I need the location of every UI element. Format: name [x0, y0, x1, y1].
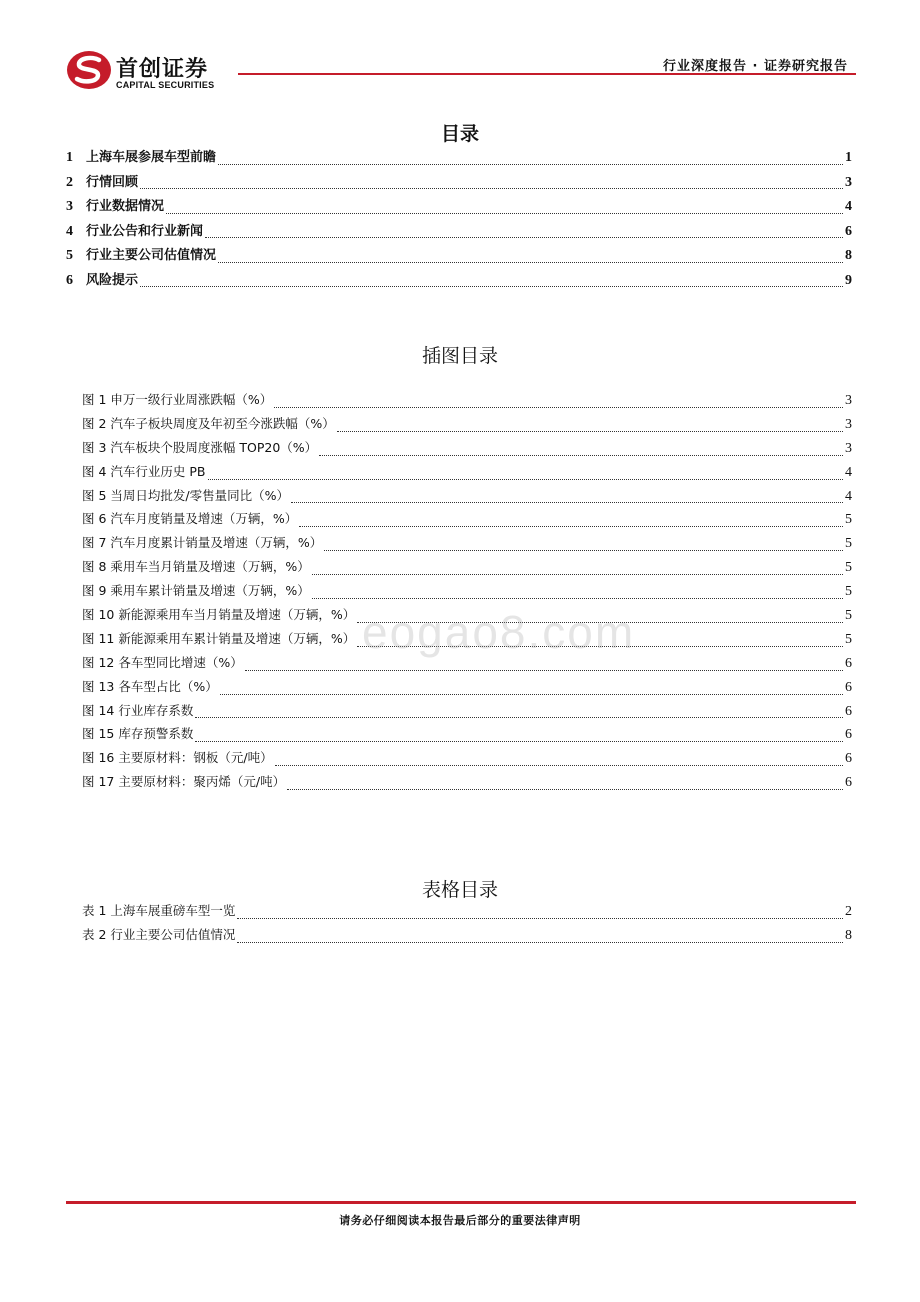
- figure-entry-page: 3: [845, 416, 852, 432]
- figure-entry-page: 6: [845, 775, 852, 791]
- brand-name-cn: 首创证券: [116, 57, 209, 82]
- figure-entry-page: 6: [845, 727, 852, 743]
- figure-entry-label: 库存预警系数: [118, 726, 194, 742]
- toc-entry-number: 2: [66, 174, 73, 190]
- toc-entry-label: 行业公告和行业新闻: [86, 223, 204, 239]
- figure-entry-label: 汽车月度累计销量及增速（万辆，%）: [110, 535, 323, 551]
- figure-entry-page: 6: [845, 655, 852, 671]
- figure-entry[interactable]: [66, 438, 852, 462]
- report-type-label: 行业深度报告 · 证券研究报告: [663, 59, 848, 74]
- toc-entry-page: 4: [845, 199, 852, 214]
- figure-entry-prefix: 图 11: [82, 630, 119, 646]
- figure-entry-prefix: 图 6: [82, 511, 111, 527]
- figure-entry-label: 汽车板块个股周度涨幅 TOP20（%）: [110, 439, 318, 455]
- figure-entry-label: 主要原材料：钢板（元/吨）: [118, 750, 273, 766]
- dot-leader: [312, 573, 843, 575]
- toc-entry[interactable]: [66, 244, 852, 269]
- toc-list: [66, 146, 852, 293]
- toc-entry[interactable]: [66, 171, 852, 196]
- dot-leader: [291, 501, 843, 503]
- table-entry[interactable]: [66, 925, 852, 949]
- dot-leader: [218, 261, 843, 263]
- toc-entry-label: 行业主要公司估值情况: [86, 248, 217, 263]
- toc-entry[interactable]: [66, 195, 852, 220]
- toc-entry-label: 行情回顾: [86, 174, 139, 190]
- figure-entry-prefix: 图 3: [82, 439, 111, 455]
- figure-entry-page: 5: [845, 560, 852, 576]
- figure-entry-prefix: 图 8: [82, 559, 111, 575]
- table-entry[interactable]: [66, 901, 852, 925]
- figure-entry-prefix: 图 12: [82, 654, 119, 670]
- watermark-text: eogao8.com: [362, 606, 636, 658]
- dot-leader: [287, 788, 843, 790]
- toc-entry-number: 6: [66, 272, 73, 288]
- dot-leader: [237, 941, 843, 943]
- dot-leader: [274, 406, 843, 408]
- table-entry-prefix: 表 1: [82, 903, 111, 918]
- figure-entry-prefix: 图 15: [82, 726, 119, 742]
- table-entry-label: 行业主要公司估值情况: [110, 926, 236, 942]
- dot-leader: [166, 212, 843, 214]
- figure-entry[interactable]: [66, 533, 852, 557]
- figure-entry-page: 5: [845, 608, 852, 624]
- table-entry-label: 上海车展重磅车型一览: [110, 903, 236, 918]
- toc-entry-label: 行业数据情况: [86, 199, 165, 214]
- dot-leader: [140, 187, 843, 189]
- figure-entry-page: 4: [845, 488, 852, 504]
- figure-entry-label: 当周日均批发/零售量同比（%）: [110, 487, 289, 503]
- dot-leader: [220, 693, 843, 695]
- figure-entry[interactable]: [66, 414, 852, 438]
- figure-entry-page: 6: [845, 679, 852, 695]
- table-entry-page: 2: [845, 904, 852, 919]
- toc-entry[interactable]: [66, 220, 852, 245]
- figure-entry[interactable]: [66, 390, 852, 414]
- toc-entry-page: 9: [845, 272, 852, 288]
- figure-entry-label: 新能源乘用车累计销量及增速（万辆，%）: [118, 630, 356, 646]
- table-entry-page: 8: [845, 927, 852, 943]
- dot-leader: [218, 163, 843, 165]
- figure-entry-page: 5: [845, 512, 852, 528]
- dot-leader: [324, 549, 843, 551]
- figure-entry-label: 各车型占比（%）: [118, 678, 218, 694]
- dot-leader: [245, 669, 843, 671]
- figure-entry-prefix: 图 9: [82, 583, 111, 599]
- figure-entry-prefix: 图 2: [82, 415, 111, 431]
- dot-leader: [237, 917, 843, 919]
- figure-entry-page: 3: [845, 393, 852, 408]
- dot-leader: [195, 740, 843, 742]
- figure-entry-label: 汽车行业历史 PB: [110, 463, 206, 479]
- table-entry-prefix: 表 2: [82, 926, 111, 942]
- dot-leader: [337, 430, 843, 432]
- figure-entry[interactable]: [66, 748, 852, 772]
- figure-entry-label: 乘用车累计销量及增速（万辆，%）: [110, 583, 310, 599]
- capital-securities-logo: [66, 50, 112, 90]
- figure-entry-page: 6: [845, 703, 852, 719]
- figure-entry-prefix: 图 5: [82, 487, 111, 503]
- figure-entry[interactable]: [66, 462, 852, 486]
- figure-entry[interactable]: [66, 486, 852, 510]
- figure-entry-prefix: 图 17: [82, 774, 119, 790]
- toc-entry-number: 1: [66, 150, 73, 165]
- toc-entry-number: 4: [66, 223, 73, 239]
- figure-entry-prefix: 图 10: [82, 607, 119, 623]
- brand-name-en: CAPITAL SECURITIES: [116, 80, 215, 90]
- toc-entry-number: 3: [66, 199, 73, 214]
- figure-entry-prefix: 图 16: [82, 750, 119, 766]
- figure-entry[interactable]: [66, 677, 852, 701]
- figure-entry-page: 5: [845, 536, 852, 552]
- figure-entry[interactable]: [66, 772, 852, 796]
- toc-entry-page: 6: [845, 223, 852, 239]
- dot-leader: [205, 236, 843, 238]
- dot-leader: [299, 525, 843, 527]
- figure-entry-page: 6: [845, 751, 852, 767]
- figure-entry-label: 申万一级行业周涨跌幅（%）: [110, 392, 273, 407]
- figure-entry-label: 主要原材料：聚丙烯（元/吨）: [118, 774, 286, 790]
- toc-entry-page: 3: [845, 174, 852, 190]
- dot-leader: [319, 454, 843, 456]
- dot-leader: [208, 478, 844, 480]
- figure-entry-label: 新能源乘用车当月销量及增速（万辆，%）: [118, 607, 356, 623]
- table-list-title: 表格目录: [421, 879, 498, 901]
- figure-entry-page: 4: [845, 464, 852, 480]
- table-list: [66, 901, 852, 949]
- figure-entry-prefix: 图 13: [82, 678, 119, 694]
- toc-entry[interactable]: [66, 146, 852, 171]
- dot-leader: [312, 597, 843, 599]
- figure-entry-label: 行业库存系数: [118, 702, 194, 718]
- figure-entry-page: 5: [845, 631, 852, 647]
- toc-entry-page: 1: [845, 150, 852, 165]
- figure-entry-page: 3: [845, 440, 852, 456]
- figure-entry[interactable]: [66, 724, 852, 748]
- figure-entry-label: 乘用车当月销量及增速（万辆，%）: [110, 559, 310, 575]
- toc-entry-number: 5: [66, 248, 73, 263]
- dot-leader: [195, 716, 843, 718]
- figure-entry-prefix: 图 14: [82, 702, 119, 718]
- footer-divider: [66, 1201, 856, 1204]
- toc-title: 目录: [440, 123, 479, 145]
- figure-list: [66, 390, 852, 796]
- figure-entry[interactable]: [66, 701, 852, 725]
- toc-entry[interactable]: [66, 269, 852, 294]
- toc-entry-page: 8: [845, 248, 852, 263]
- page-header: [0, 0, 920, 100]
- dot-leader: [275, 764, 843, 766]
- legal-disclaimer: 请务必仔细阅读本报告最后部分的重要法律声明: [339, 1214, 581, 1227]
- dot-leader: [140, 285, 843, 287]
- figure-entry-label: 各车型同比增速（%）: [118, 654, 243, 670]
- figure-entry-label: 汽车子板块周度及年初至今涨跌幅（%）: [110, 415, 335, 431]
- figure-entry-page: 5: [845, 584, 852, 600]
- toc-entry-label: 风险提示: [86, 272, 139, 288]
- figure-entry[interactable]: [66, 581, 852, 605]
- toc-entry-label: 上海车展参展车型前瞻: [86, 150, 217, 165]
- figure-entry-prefix: 图 7: [82, 535, 111, 551]
- figure-entry-prefix: 图 1: [82, 392, 111, 407]
- figure-entry-prefix: 图 4: [82, 463, 111, 479]
- figure-entry[interactable]: [66, 557, 852, 581]
- figure-entry[interactable]: [66, 509, 852, 533]
- figure-list-title: 插图目录: [421, 345, 498, 367]
- figure-entry-label: 汽车月度销量及增速（万辆，%）: [110, 511, 298, 527]
